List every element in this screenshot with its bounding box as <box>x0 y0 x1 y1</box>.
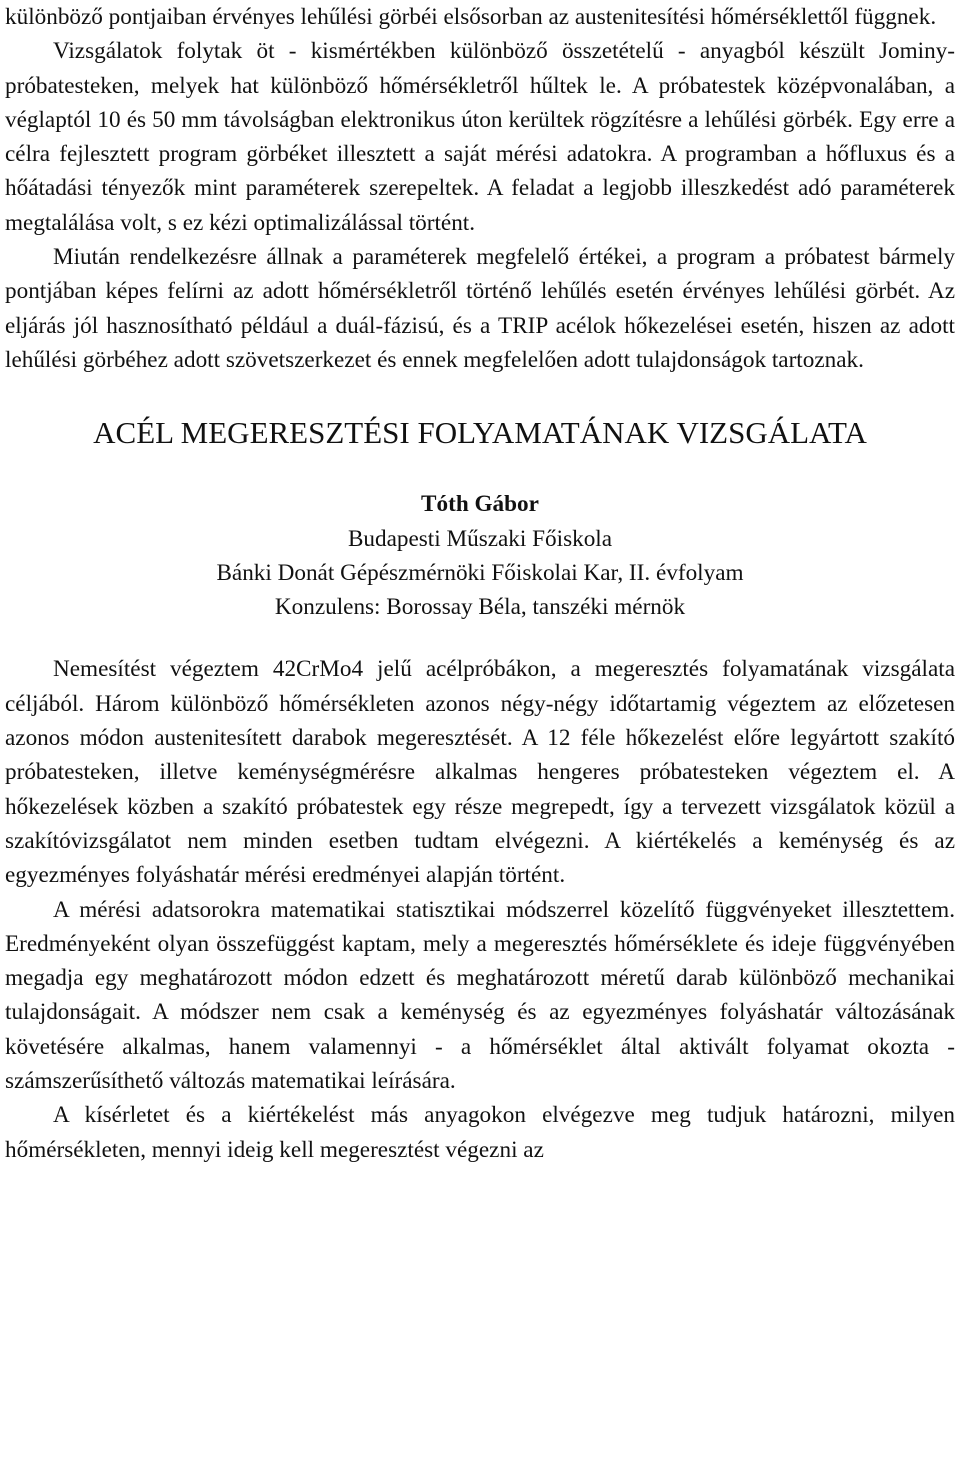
paragraph-jominy-tests: Vizsgálatok folytak öt - kismértékben különböző összetételű - anyagból készült Jominy-próbatesteken, melyek hat különböző hőmérsékletről hűltek le. A próbatestek középvonalában, a véglaptól 10 és 50 mm távolságban elektronikus úton kerültek rögzítésre a lehűlési görbék. Egy erre a célra fejlesztett program görbéket illesztett a saját mérési adatokra. A programban a hőfluxus és a hőátadási tényezők mint paraméterek szerepeltek. A feladat a legjobb illeszkedést adó paraméterek megtalálása volt, s ez kézi optimalizálással történt. <box>5 38 955 236</box>
author-name: Tóth Gábor <box>421 491 539 518</box>
paragraph-program-parameters: Miután rendelkezésre állnak a paraméterek megfelelő értékei, a program a próbatest bármely pontjában képes felírni az adott hőmérsékletről történő lehűlés esetén érvényes lehűlési görbét. Az eljárás jól hasznosítható például a duál-fázisú, és a TRIP acélok hőkezelései esetén, hiszen az adott lehűlési görbéhez adott szövetszerkezet és ennek megfelelően adott tulajdonságok tartoznak. <box>5 244 955 373</box>
institution: Budapesti Műszaki Főiskola <box>347 525 613 552</box>
paragraph-quenching: Nemesítést végeztem 42CrMo4 jelű acélpróbákon, a megeresztés folyamatának vizsgálata céljából. Három különböző hőmérsékleten azonos négy-négy időtartamig végeztem az előzetesen azonos módon austenitesített darabok megeresztését. A 12 féle hőkezelést előre legyártott szakító próbatesteken, illetve keménységmérésre alkalmas hengeres próbatesteken végeztem el. A hőkezelések közben a szakító próbatestek egy része megrepedt, így a tervezett vizsgálatok közül a szakítóvizsgálatot nem minden esetben tudtam elvégezni. A kiértékelés a keménység és az egyezményes folyáshatár mérési eredményei alapján történt. <box>5 656 955 889</box>
byline <box>5 487 955 624</box>
consultant: Konzulens: Borossay Béla, tanszéki mérnök <box>274 594 686 621</box>
paragraph-experiment: A kísérletet és a kiértékelést más anyagokon elvégezve meg tudjuk határozni, milyen hőmérsékleten, mennyi ideig kell megeresztést végezni az <box>5 1102 955 1163</box>
article-title: ACÉL MEGERESZTÉSI FOLYAMATÁNAK VIZSGÁLATA <box>93 415 867 451</box>
spacer <box>5 624 955 652</box>
paragraph-continued: különböző pontjaiban érvényes lehűlési görbéi elsősorban az austenitesítési hőmérséklettől függnek. <box>5 4 937 30</box>
document-page <box>5 0 955 1167</box>
paragraph-statistics: A mérési adatsorokra matematikai statisztikai módszerrel közelítő függvényeket illesztettem. Eredményeként olyan összefüggést kaptam, mely a megeresztés hőmérséklete és ideje függvényében megadja egy meghatározott módon edzett és meghatározott méretű darab különböző mechanikai tulajdonságait. A módszer nem csak a keménység és az egyezményes folyáshatár változásának követésére alkalmas, hanem valamennyi - a hőmérséklet által aktivált folyamat okozta - számszerűsíthető változás matematikai leírására. <box>5 896 955 1095</box>
faculty: Bánki Donát Gépészmérnöki Főiskolai Kar, II. évfolyam <box>216 559 744 586</box>
